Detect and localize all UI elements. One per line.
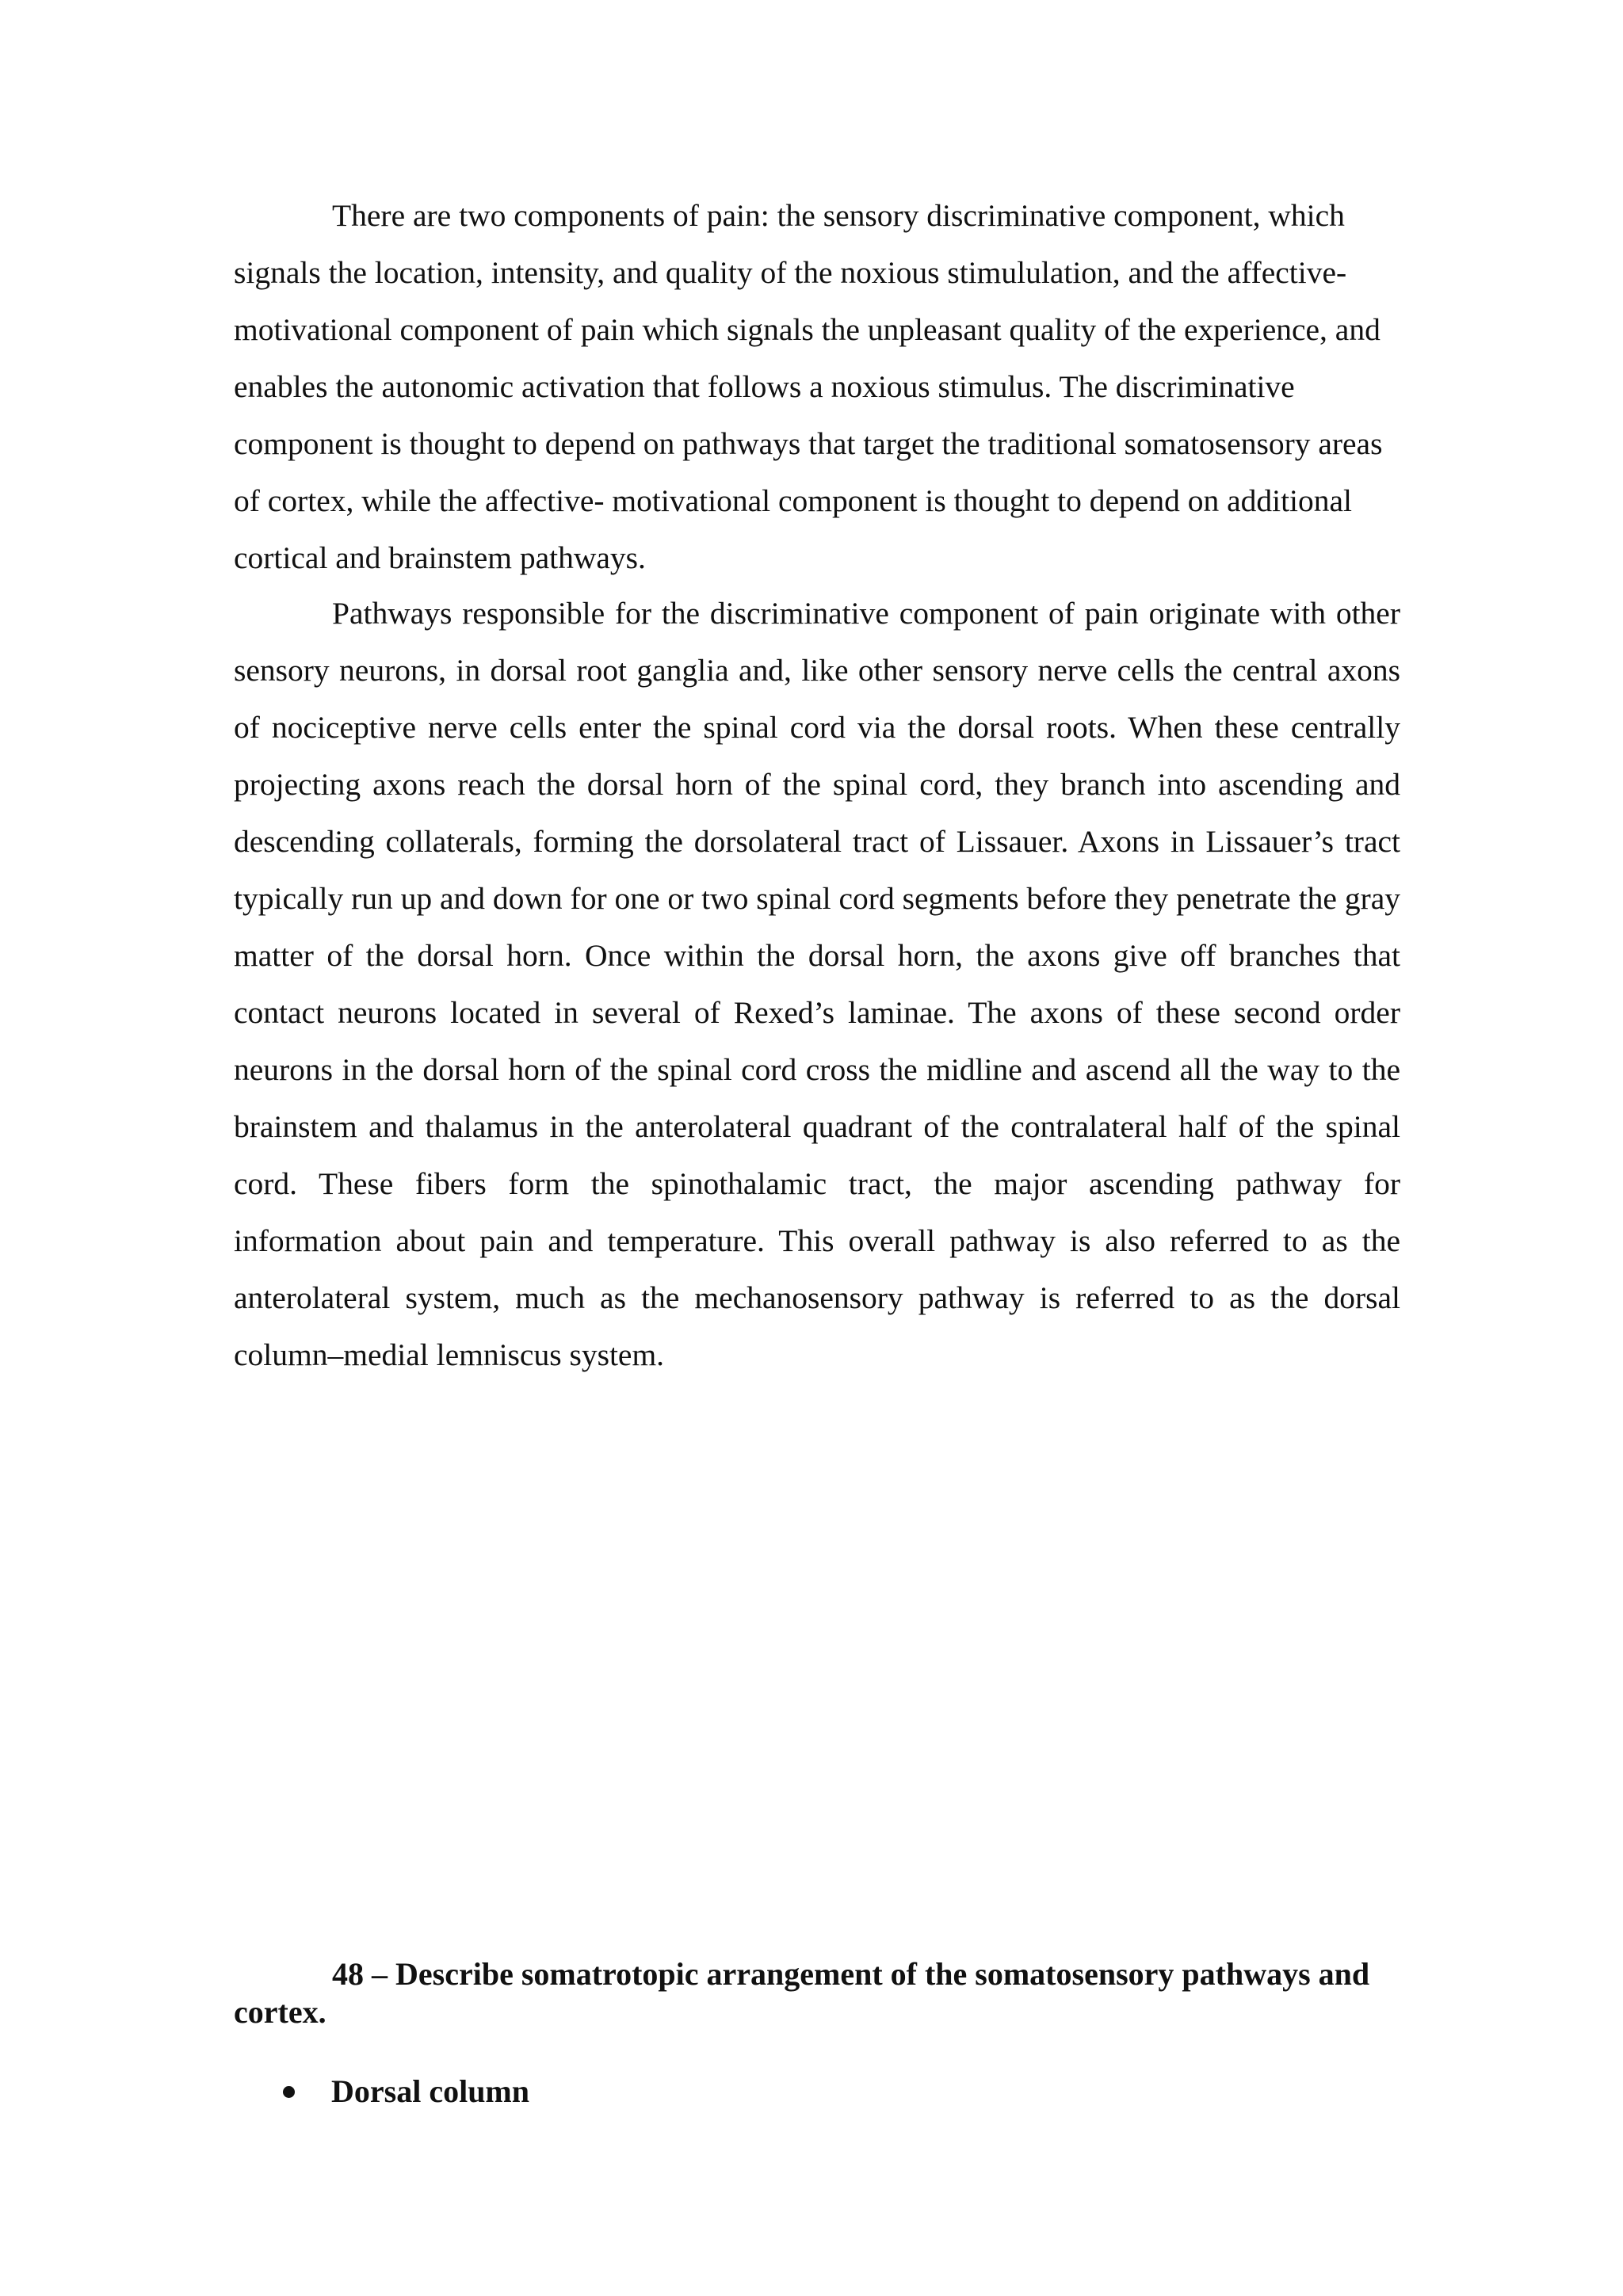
paragraph-discriminative-pathways: Pathways responsible for the discriminative component of pain originate with other sensory neurons, in dorsal root ganglia and, like other sensory nerve cells the central axons of nociceptive nerve cells enter the spinal cord via the dorsal roots. When these centrally projecting axons reach the dorsal horn of the spinal cord, they branch into ascending and descending collaterals, forming the dorsolateral tract of Lissauer. Axons in Lissauer’s tract typically run up and down for one or two spinal cord segments before they penetrate the gray matter of the dorsal horn. Once within the dorsal horn, the axons give off branches that contact neurons located in several of Rexed’s laminae. The axons of these second order neurons in the dorsal horn of the spinal cord cross the midline and ascend all the way to the brainstem and thalamus in the anterolateral quadrant of the contralateral half of the spinal cord. These fibers form the spinothalamic tract, the major ascending pathway for information about pain and temperature. This overall pathway is also referred to as the anterolateral system, much as the mechanosensory pathway is referred to as the dorsal column–medial lemniscus system. [234, 596, 1401, 1372]
body-text-block-2 [234, 585, 1400, 1383]
bullet-dot-icon [283, 2086, 295, 2098]
question-heading: 48 – Describe somatrotopic arrangement of the somatosensory pathways and cortex. [234, 1956, 1370, 2030]
body-text-block-1 [234, 187, 1400, 586]
paragraph-pain-components: There are two components of pain: the sensory discriminative component, which signals the location, intensity, and quality of the noxious stimululation, and the affective-motivational component of pain which signals the unpleasant quality of the experience, and enables the autonomic activation that follows a noxious stimulus. The discriminative component is thought to depend on pathways that target the traditional somatosensory areas of cortex, while the affective- motivational component is thought to depend on additional cortical and brainstem pathways. [234, 198, 1383, 575]
bullet-label: Dorsal column [331, 2073, 529, 2109]
bullet-item-dorsal-column [283, 2068, 529, 2115]
